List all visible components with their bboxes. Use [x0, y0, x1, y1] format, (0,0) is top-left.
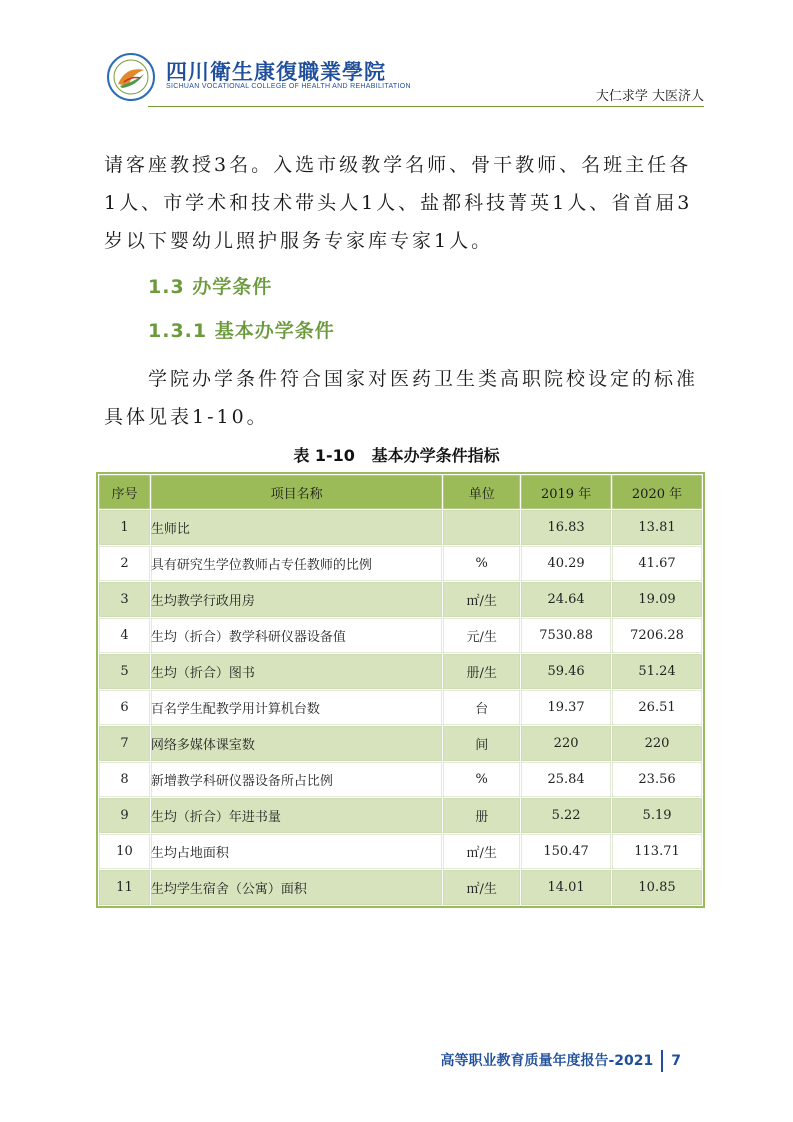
table-row — [99, 726, 703, 762]
section-heading-1-3-1: 1.3.1 基本办学条件 — [148, 320, 335, 342]
cell-2019: 16.83 — [521, 510, 612, 546]
cell-2020: 41.67 — [612, 546, 703, 582]
section-heading-1-3: 1.3 办学条件 — [148, 276, 273, 298]
cell-item: 网络多媒体课室数 — [150, 726, 442, 762]
cell-2019: 24.64 — [521, 582, 612, 618]
cell-unit: ㎡/生 — [443, 582, 521, 618]
cell-unit: 册/生 — [443, 654, 521, 690]
report-title: 高等职业教育质量年度报告-2021 — [440, 1053, 654, 1069]
cell-index: 7 — [99, 726, 151, 762]
cell-unit: 元/生 — [443, 618, 521, 654]
col-header-unit: 单位 — [443, 475, 521, 510]
cell-item: 新增教学科研仪器设备所占比例 — [150, 762, 442, 798]
cell-unit: 台 — [443, 690, 521, 726]
cell-unit: 间 — [443, 726, 521, 762]
cell-index: 1 — [99, 510, 151, 546]
cell-unit: ㎡/生 — [443, 870, 521, 906]
cell-2019: 19.37 — [521, 690, 612, 726]
body-paragraph-2: 学院办学条件符合国家对医药卫生类高职院校设定的标准具体见表1-10。 — [104, 368, 699, 428]
cell-index: 6 — [99, 690, 151, 726]
college-motto: 大仁求学 大医济人 — [595, 89, 704, 104]
college-name-en: SICHUAN VOCATIONAL COLLEGE OF HEALTH AND REHABILITATION — [166, 83, 411, 90]
col-header-2019: 2019 年 — [521, 475, 612, 510]
header-divider — [148, 106, 704, 107]
cell-2019: 59.46 — [521, 654, 612, 690]
cell-2020: 26.51 — [612, 690, 703, 726]
page-number: 7 — [671, 1053, 681, 1069]
cell-2019: 5.22 — [521, 798, 612, 834]
footer-divider — [661, 1050, 663, 1072]
table-header-row — [99, 475, 703, 510]
college-name-cn: 四川衛生康復職業學院 — [166, 60, 386, 84]
cell-2020: 13.81 — [612, 510, 703, 546]
cell-2019: 150.47 — [521, 834, 612, 870]
page-header — [100, 52, 704, 108]
conditions-table — [98, 474, 703, 906]
cell-item: 生师比 — [150, 510, 442, 546]
cell-2019: 7530.88 — [521, 618, 612, 654]
cell-2020: 10.85 — [612, 870, 703, 906]
col-header-index: 序号 — [99, 475, 151, 510]
cell-item: 生均占地面积 — [150, 834, 442, 870]
cell-unit: ㎡/生 — [443, 834, 521, 870]
cell-unit: 册 — [443, 798, 521, 834]
cell-2019: 25.84 — [521, 762, 612, 798]
cell-item: 生均（折合）年进书量 — [150, 798, 442, 834]
cell-unit: % — [443, 762, 521, 798]
table-row — [99, 546, 703, 582]
cell-2020: 23.56 — [612, 762, 703, 798]
cell-index: 3 — [99, 582, 151, 618]
cell-index: 5 — [99, 654, 151, 690]
cell-index: 9 — [99, 798, 151, 834]
cell-2019: 14.01 — [521, 870, 612, 906]
cell-item: 具有研究生学位教师占专任教师的比例 — [150, 546, 442, 582]
cell-unit: % — [443, 546, 521, 582]
table-row — [99, 834, 703, 870]
cell-item: 百名学生配教学用计算机台数 — [150, 690, 442, 726]
table-row — [99, 762, 703, 798]
cell-2020: 7206.28 — [612, 618, 703, 654]
cell-2019: 220 — [521, 726, 612, 762]
college-emblem-icon — [106, 52, 156, 102]
cell-unit — [443, 510, 521, 546]
cell-index: 4 — [99, 618, 151, 654]
table-row — [99, 870, 703, 906]
cell-2020: 220 — [612, 726, 703, 762]
table-row — [99, 510, 703, 546]
cell-2020: 19.09 — [612, 582, 703, 618]
cell-item: 生均（折合）教学科研仪器设备值 — [150, 618, 442, 654]
table-caption: 表 1-10 基本办学条件指标 — [293, 446, 500, 465]
col-header-2020: 2020 年 — [612, 475, 703, 510]
cell-2020: 5.19 — [612, 798, 703, 834]
cell-2019: 40.29 — [521, 546, 612, 582]
table-row — [99, 654, 703, 690]
cell-index: 2 — [99, 546, 151, 582]
cell-index: 8 — [99, 762, 151, 798]
cell-item: 生均教学行政用房 — [150, 582, 442, 618]
cell-2020: 113.71 — [612, 834, 703, 870]
table-row — [99, 798, 703, 834]
cell-item: 生均学生宿舍（公寓）面积 — [150, 870, 442, 906]
page-footer — [440, 1050, 681, 1072]
body-paragraph-1: 请客座教授3名。入选市级教学名师、骨干教师、名班主任各1人、市学术和技术带头人1人、盐都科技菁英1人、省首届3岁以下婴幼儿照护服务专家库专家1人。 — [104, 154, 693, 252]
table-row — [99, 690, 703, 726]
cell-index: 11 — [99, 870, 151, 906]
cell-index: 10 — [99, 834, 151, 870]
table-row — [99, 582, 703, 618]
table-row — [99, 618, 703, 654]
col-header-item: 项目名称 — [150, 475, 442, 510]
cell-item: 生均（折合）图书 — [150, 654, 442, 690]
cell-2020: 51.24 — [612, 654, 703, 690]
